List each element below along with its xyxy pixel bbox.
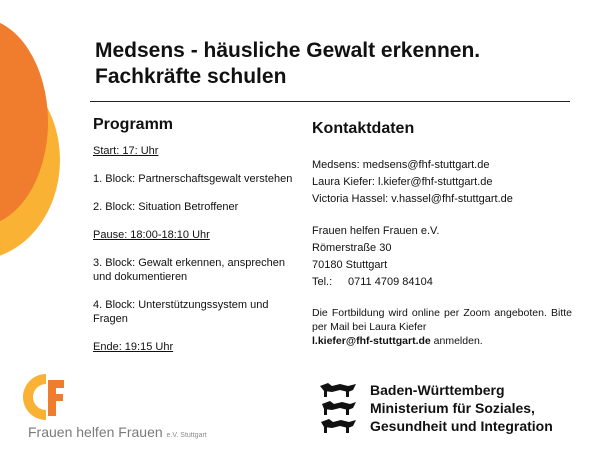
phone-number: 0711 4709 84104: [348, 276, 433, 288]
bw-ministry-text: [370, 381, 553, 435]
contact-org: Frauen helfen Frauen e.V.: [312, 225, 440, 237]
program-end: Ende: 19:15 Uhr: [93, 341, 174, 353]
contact-medsens: Medsens: medsens@fhf-stuttgart.de: [312, 159, 490, 171]
program-list: [93, 144, 293, 354]
program-start: Start: 17: Uhr: [93, 145, 159, 157]
program-heading: Programm: [93, 116, 174, 133]
registration-text: Die Fortbildung wird online per Zoom angeboten. Bitte per Mail bei Laura Kiefer: [312, 307, 572, 333]
bw-line-2: Ministerium für Soziales,: [370, 400, 535, 416]
program-pause: Pause: 18:00-18:10 Uhr: [93, 229, 210, 241]
fhf-name: Frauen helfen Frauen: [28, 424, 163, 440]
fhf-logo-text: [28, 424, 207, 440]
program-block-4: 4. Block: Unterstützungssystem und Fragen: [93, 299, 269, 325]
program-section: [93, 116, 293, 368]
fhf-logo-icon: [22, 372, 70, 422]
phone-label: Tel.:: [312, 276, 333, 288]
title-divider: [90, 101, 570, 102]
title-line-2: Fachkräfte schulen: [95, 65, 287, 88]
registration-suffix: anmelden.: [430, 335, 483, 347]
registration-email: l.kiefer@fhf-stuttgart.de: [312, 335, 431, 347]
contact-city: 70180 Stuttgart: [312, 259, 388, 271]
contact-heading: Kontaktdaten: [312, 120, 415, 137]
contact-street: Römerstraße 30: [312, 242, 392, 254]
registration-info: [312, 306, 572, 348]
lions-emblem-icon: [318, 380, 358, 436]
fhf-logo: [18, 372, 228, 444]
contact-details: [312, 157, 572, 348]
bw-line-3: Gesundheit und Integration: [370, 418, 553, 434]
page-title: [95, 38, 565, 90]
bw-ministry-logo: [318, 380, 588, 440]
program-block-3: 3. Block: Gewalt erkennen, ansprechen und dokumentieren: [93, 257, 286, 283]
fhf-sub: e.V. Stuttgart: [166, 432, 207, 439]
contact-phone: [312, 274, 572, 291]
program-block-1: 1. Block: Partnerschaftsgewalt verstehen: [93, 173, 293, 185]
title-line-1: Medsens - häusliche Gewalt erkennen.: [95, 39, 481, 62]
program-block-2: 2. Block: Situation Betroffener: [93, 201, 239, 213]
contact-section: [312, 120, 572, 348]
contact-hassel: Victoria Hassel: v.hassel@fhf-stuttgart.de: [312, 193, 513, 205]
bw-line-1: Baden-Württemberg: [370, 382, 505, 398]
contact-kiefer: Laura Kiefer: l.kiefer@fhf-stuttgart.de: [312, 176, 493, 188]
